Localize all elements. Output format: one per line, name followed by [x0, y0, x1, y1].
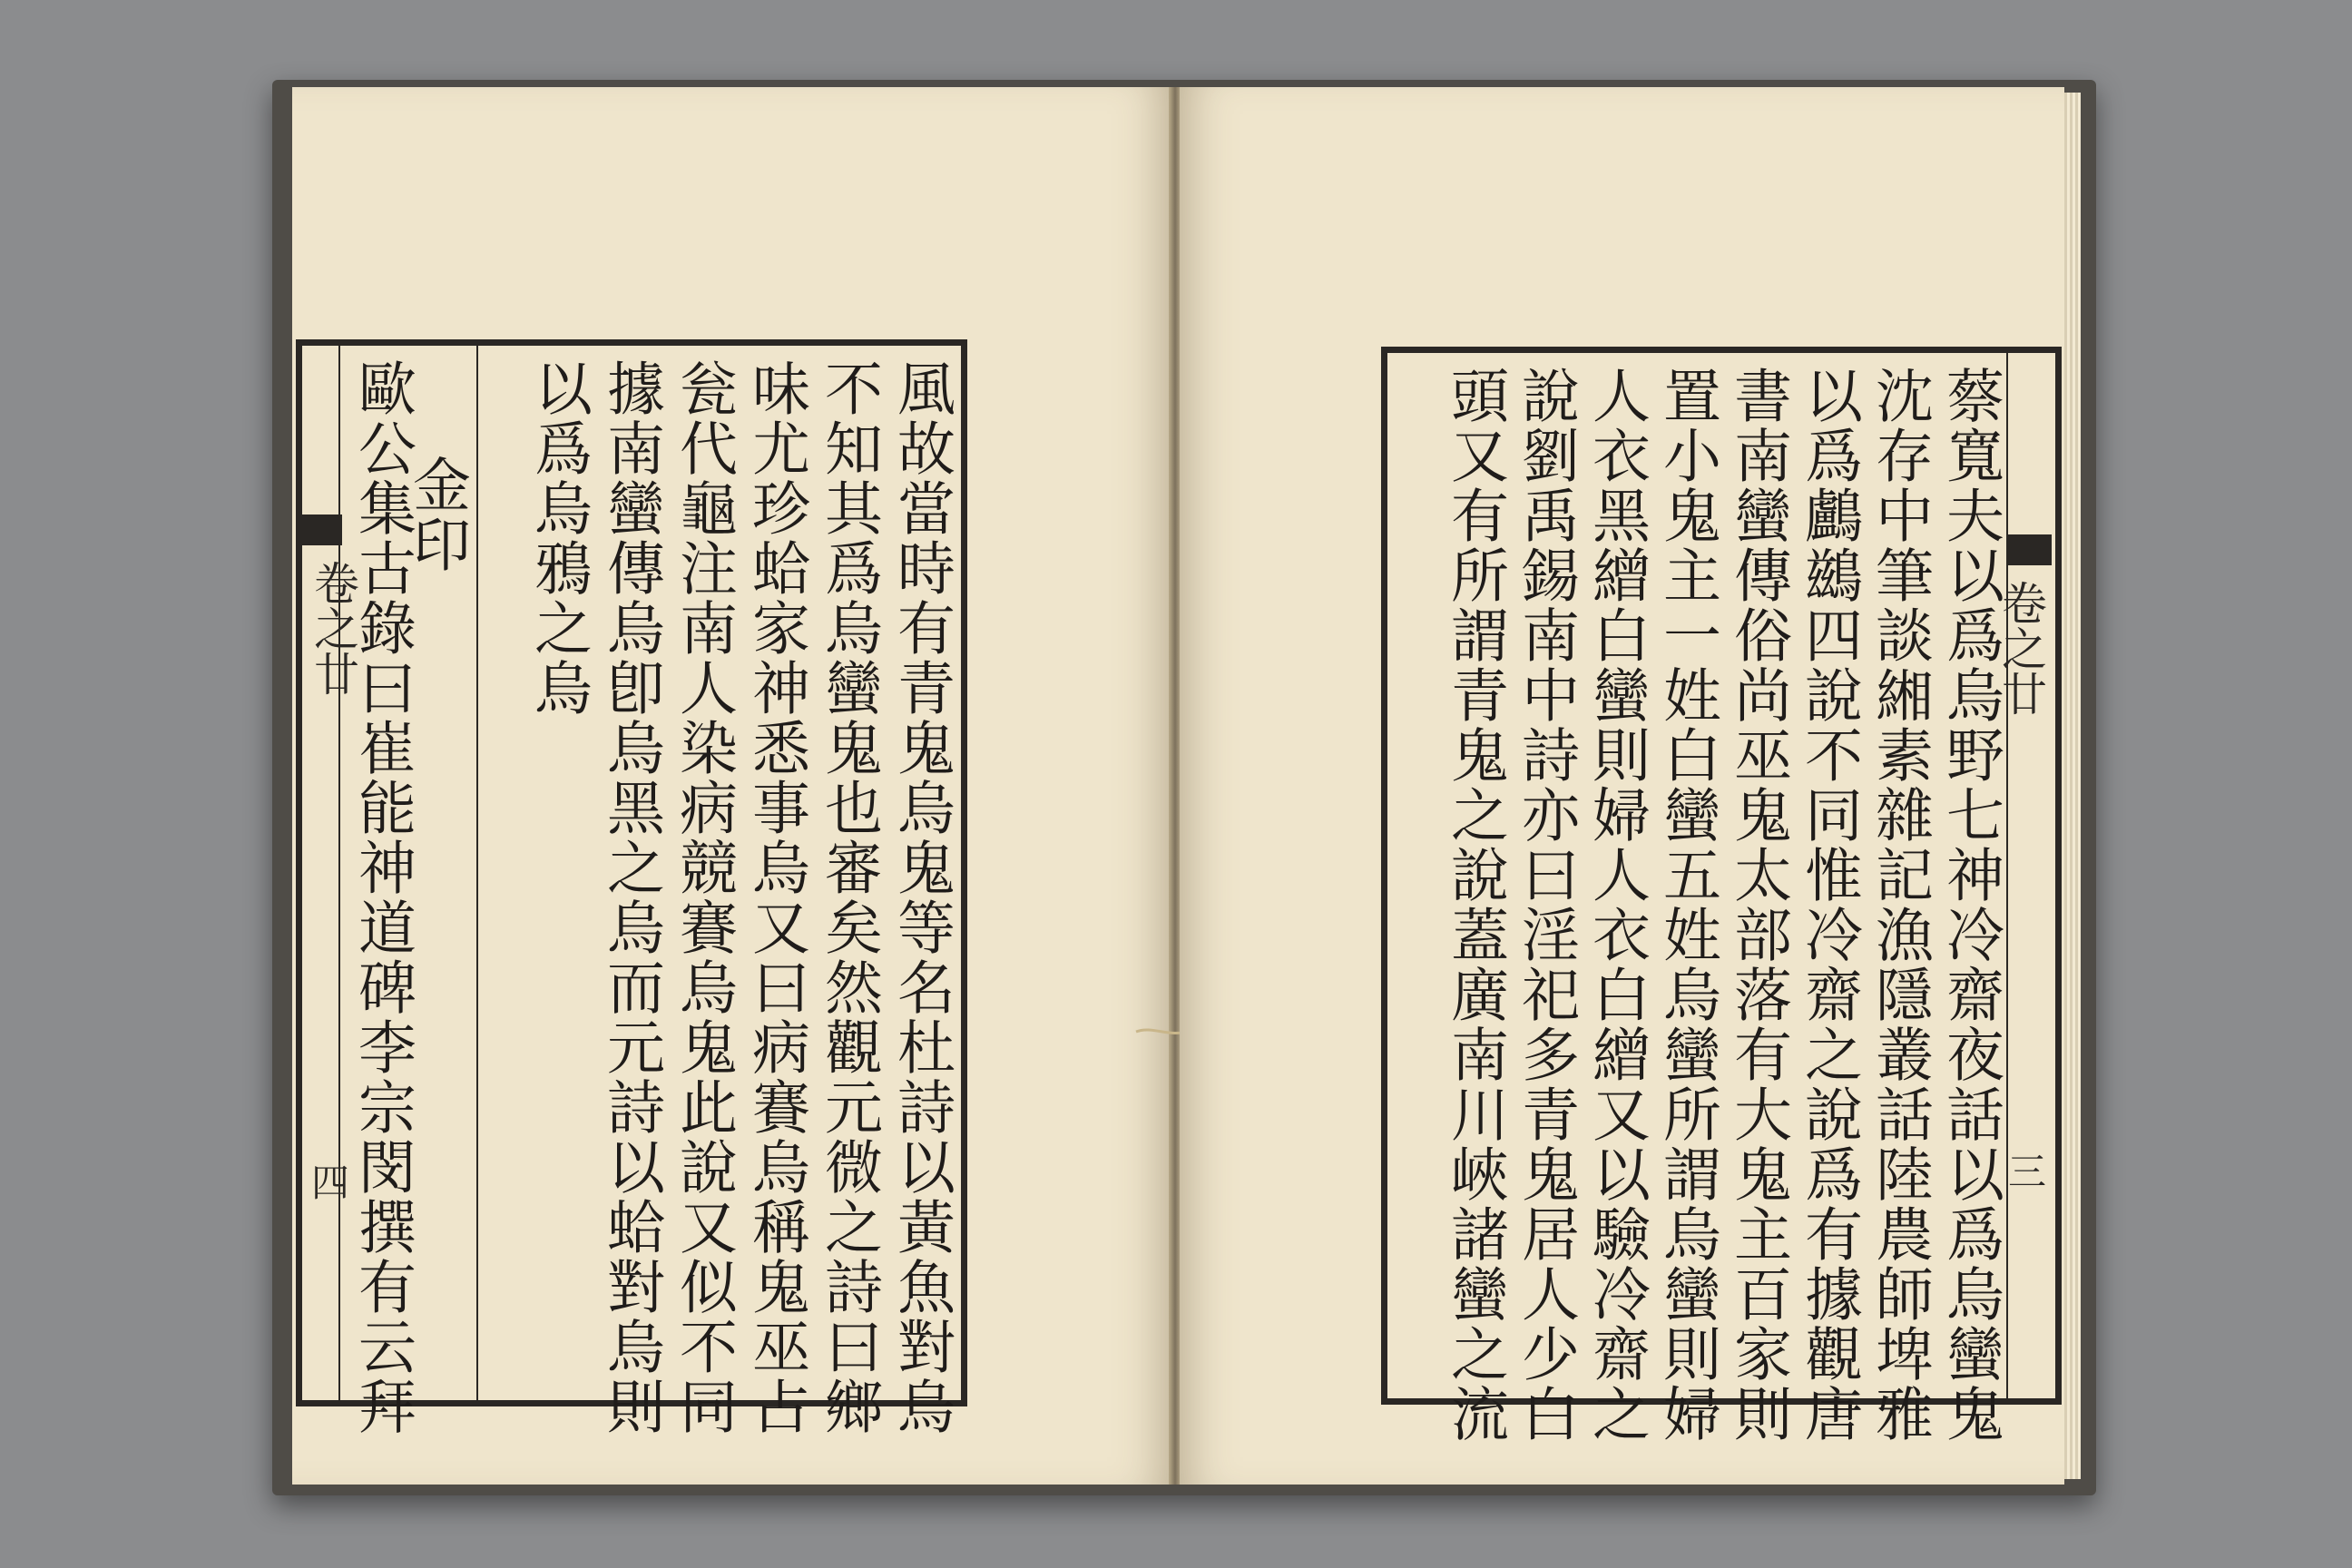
- left-heading-rule: [476, 346, 478, 1400]
- right-col-6: 人衣黑繒白蠻則婦人衣白繒又以驗冷齋之: [1583, 366, 1650, 1444]
- right-col-2: 沈存中筆談緗素雜記漁隱叢話陸農師埤雅: [1866, 366, 1933, 1444]
- left-col-4: 瓮代龜注南人染病競賽烏鬼此說又似不同: [670, 358, 737, 1436]
- left-margin-title: 卷之廿: [307, 560, 359, 696]
- right-text-frame: [1381, 347, 2062, 1444]
- left-col-8: 歐公集古錄曰崔能神道碑李宗閔撰有云拜: [348, 358, 416, 1436]
- right-col-1: 蔡寬夫以爲烏野七神冷齋夜話以爲烏蠻鬼: [1936, 366, 2004, 1444]
- right-col-5: 置小鬼主一姓白蠻五姓烏蠻所謂烏蠻則婦: [1653, 366, 1720, 1444]
- right-col-8: 頭又有所謂青鬼之說蓋廣南川峽諸蠻之流: [1441, 366, 1508, 1444]
- left-section-heading: 金印: [403, 455, 470, 574]
- left-col-3: 味尤珍蛤家神悉事烏又曰病賽烏稱鬼巫占: [742, 358, 809, 1436]
- right-col-7: 說劉禹錫南中詩亦曰淫祀多青鬼居人少白: [1512, 366, 1579, 1444]
- right-col-3: 以爲鸕鷀四說不同惟冷齋之說爲有據觀唐: [1795, 366, 1862, 1444]
- right-margin-rule: [2006, 353, 2008, 1398]
- left-col-6: 以爲烏鴉之烏: [524, 358, 592, 718]
- left-col-1: 風故當時有青鬼烏鬼等名杜詩以黃魚對烏: [887, 358, 955, 1436]
- left-col-5: 據南蠻傳烏卽烏黑之烏而元詩以蛤對烏則: [597, 358, 664, 1436]
- left-folio-number: 四: [306, 1162, 350, 1200]
- right-col-4: 書南蠻傳俗尚巫鬼太部落有大鬼主百家則: [1724, 366, 1791, 1444]
- right-margin-title: 卷之廿: [1994, 580, 2047, 716]
- right-fishtail-mark: [2008, 534, 2052, 565]
- left-margin-rule: [338, 346, 340, 1400]
- left-col-2: 不知其爲烏蠻鬼也審矣然觀元微之詩曰鄉: [815, 358, 882, 1436]
- left-text-frame: [296, 339, 967, 1436]
- left-fishtail-mark: [299, 514, 342, 545]
- right-folio-number: 三: [2003, 1152, 2047, 1190]
